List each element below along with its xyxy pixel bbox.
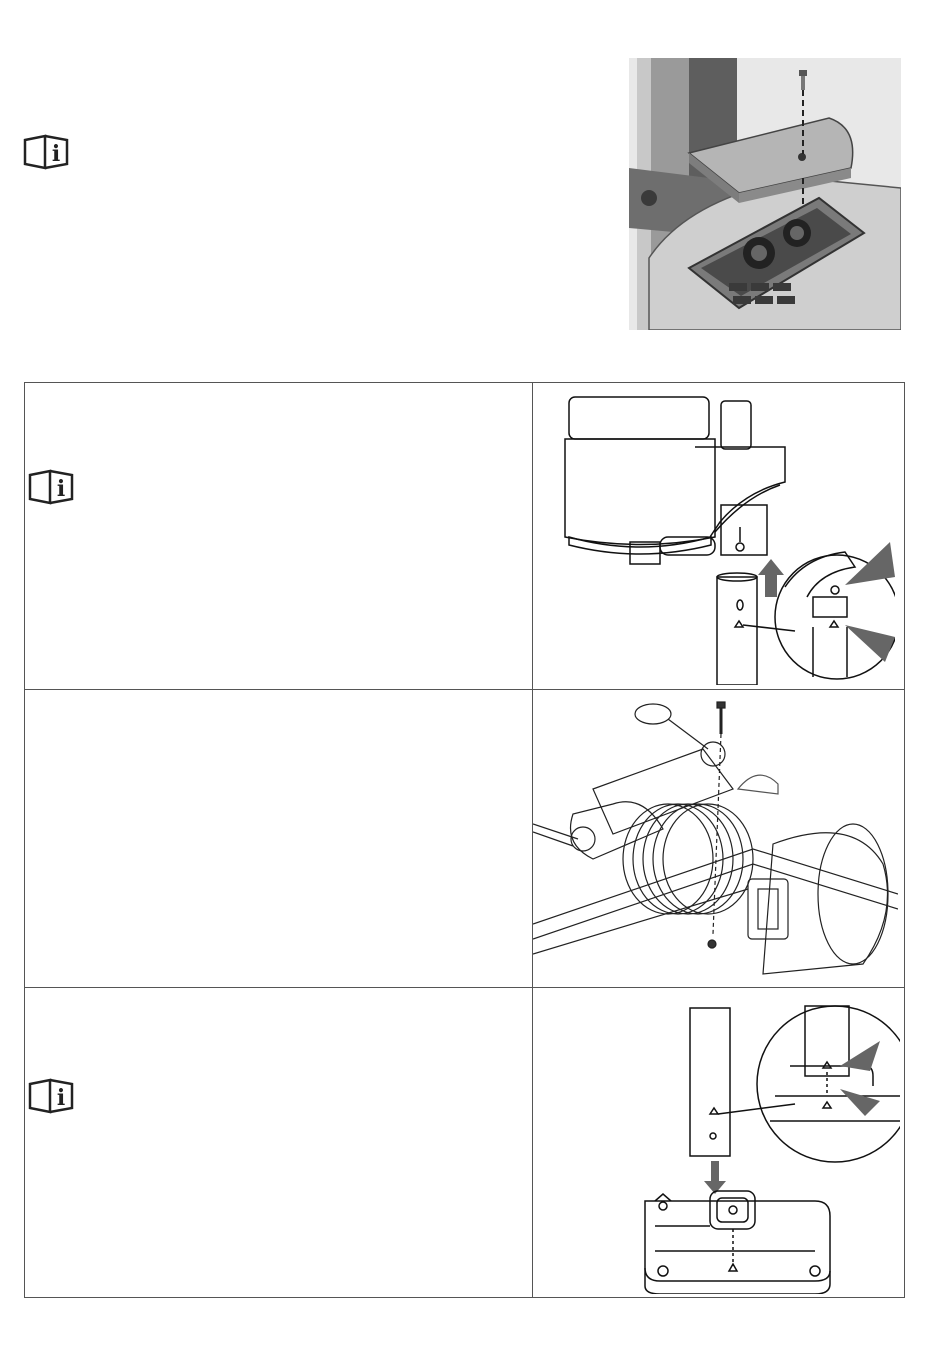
step-row-2 xyxy=(25,690,904,988)
rain-gauge-cover-screw-illustration xyxy=(629,58,901,330)
svg-text:i: i xyxy=(56,476,66,502)
step-row-3 xyxy=(25,988,904,1299)
pole-base-insert-illustration xyxy=(615,996,900,1294)
info-book-icon xyxy=(23,134,69,170)
info-book-icon xyxy=(28,469,74,505)
instruction-steps-table xyxy=(24,382,905,1298)
info-book-icon xyxy=(28,1078,74,1114)
step-row-1 xyxy=(25,383,904,690)
sensor-bolt-assembly-illustration xyxy=(533,694,898,984)
svg-text:i: i xyxy=(56,1085,66,1111)
sensor-pole-attach-illustration xyxy=(545,387,895,685)
svg-text:i: i xyxy=(51,141,61,167)
